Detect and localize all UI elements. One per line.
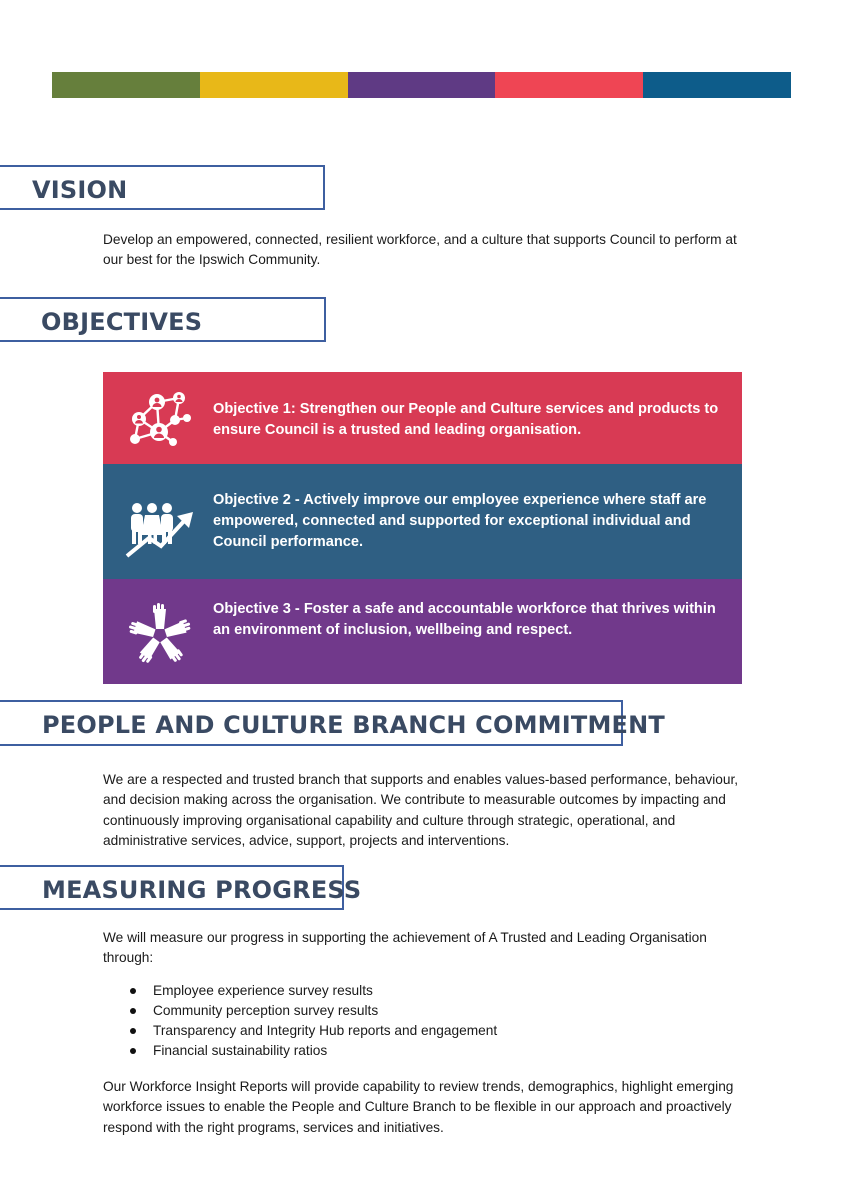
- commitment-heading-box: [0, 700, 665, 746]
- objective-3-text: Objective 3 - Foster a safe and accountable workforce that thrives within an environment of inclusion, wellbeing and respect.: [213, 601, 716, 638]
- color-stripe-bar: [52, 72, 791, 98]
- objective-3-block: [103, 579, 742, 684]
- progress-heading: MEASURING PROGRESS: [42, 876, 362, 904]
- list-item: Community perception survey results: [128, 1001, 497, 1021]
- objective-2-block: [103, 464, 742, 579]
- people-growth-arrow-icon: [123, 498, 197, 562]
- network-people-icon: [123, 384, 197, 448]
- objective-1-text: Objective 1: Strengthen our People and Culture services and products to ensure Council is a trusted and leading organisation.: [213, 401, 719, 438]
- progress-heading-box: [0, 865, 362, 910]
- commitment-heading: PEOPLE AND CULTURE BRANCH COMMITMENT: [42, 711, 665, 739]
- objectives-heading: OBJECTIVES: [41, 308, 203, 336]
- objective-1-block: [103, 372, 742, 464]
- progress-intro: We will measure our progress in supporting the achievement of A Trusted and Leading Organisation through:: [103, 930, 707, 966]
- progress-bullet-list: [128, 981, 497, 1061]
- color-stripe-red: [495, 72, 643, 98]
- objectives-heading-box: [0, 297, 326, 342]
- vision-heading-box: [0, 165, 325, 210]
- hands-circle-icon: [123, 603, 197, 667]
- progress-closing: Our Workforce Insight Reports will provide capability to review trends, demographics, highlight emerging workforce issues to enable the People and Culture Branch to be flexible in our approach and proactively respond with the right programs, services and initiatives.: [103, 1079, 734, 1135]
- objective-2-text: Objective 2 - Actively improve our employee experience where staff are empowered, connected and supported for exceptional individual and Council performance.: [213, 492, 707, 550]
- list-item: Financial sustainability ratios: [128, 1041, 497, 1061]
- color-stripe-purple: [348, 72, 496, 98]
- vision-heading: VISION: [32, 176, 128, 204]
- vision-text: Develop an empowered, connected, resilient workforce, and a culture that supports Council to perform at our best for the Ipswich Community.: [103, 232, 737, 268]
- commitment-text: We are a respected and trusted branch that supports and enables values-based performance, behaviour, and decision making across the organisation. We contribute to measurable outcomes by impacting and continuously improving organisational capability and culture through strategic, operational, and administrative services, advice, support, projects and interventions.: [103, 772, 739, 848]
- list-item: Employee experience survey results: [128, 981, 497, 1001]
- color-stripe-blue: [643, 72, 791, 98]
- color-stripe-yellow: [200, 72, 348, 98]
- objectives-panel: [103, 372, 742, 684]
- color-stripe-green: [52, 72, 200, 98]
- list-item: Transparency and Integrity Hub reports and engagement: [128, 1021, 497, 1041]
